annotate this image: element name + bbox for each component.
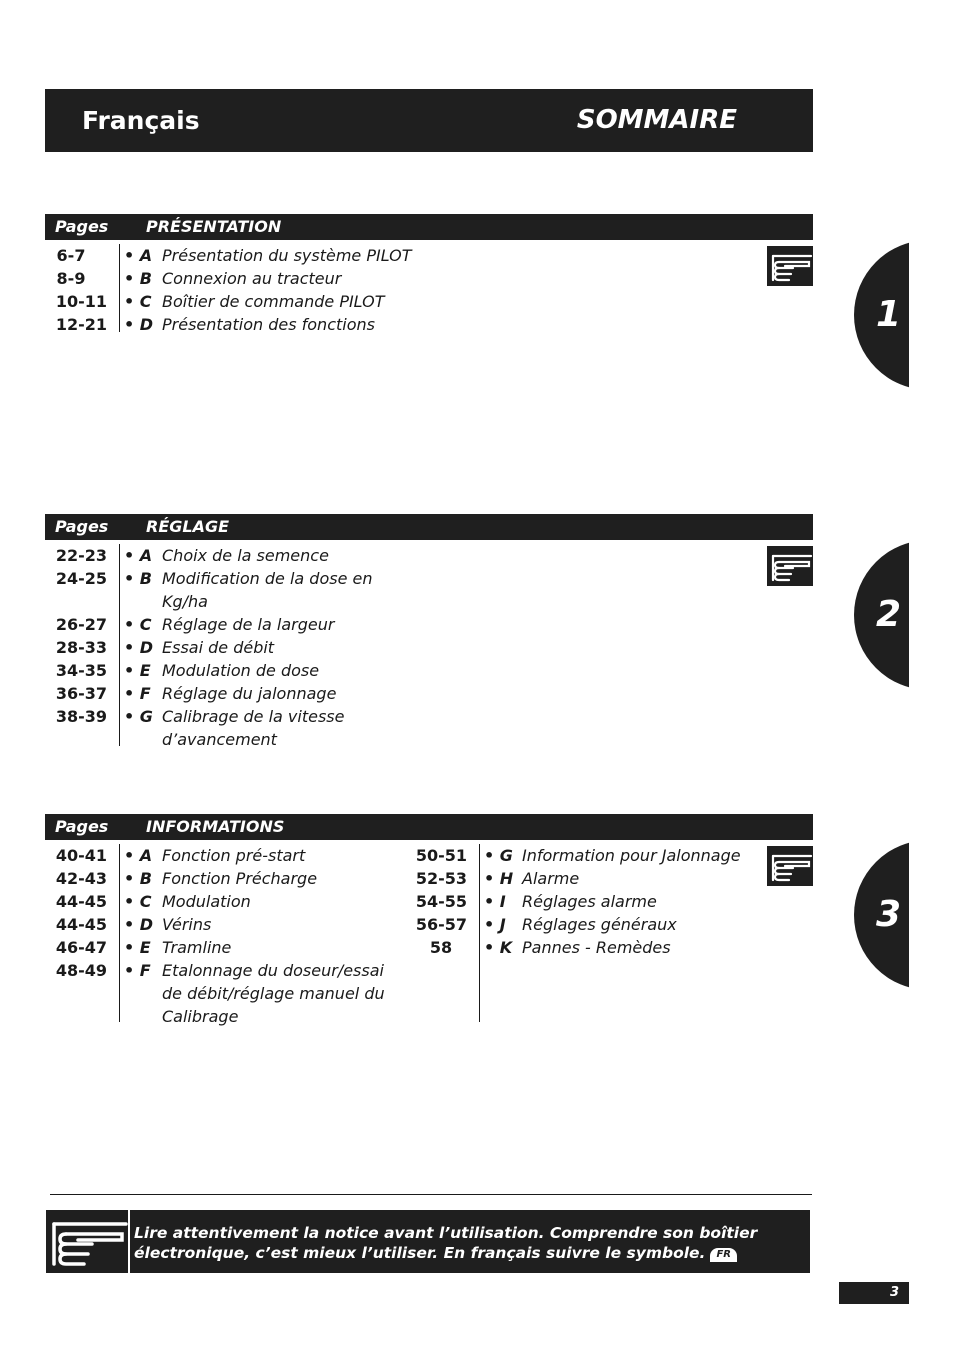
entry-letter: • G	[124, 707, 153, 726]
entry-title: Modulation de dose	[162, 661, 320, 680]
entry-letter: • K	[484, 938, 513, 957]
entry-pages: 12-21	[55, 315, 107, 334]
entry-pages: 10-11	[55, 292, 107, 311]
entry-letter: • I	[484, 892, 506, 911]
entry-title: Présentation du système PILOT	[162, 246, 412, 265]
entry-pages: 34-35	[55, 661, 107, 680]
entry-title: Choix de la semence	[162, 546, 329, 565]
footer-line-2-text: électronique, c’est mieux l’utiliser. En français suivre le symbole.	[134, 1244, 706, 1262]
pointing-hand-icon	[46, 1210, 128, 1273]
section-title: RÉGLAGE	[146, 517, 230, 536]
entry-pages: 46-47	[55, 938, 107, 957]
entry-letter: • A	[124, 246, 153, 265]
entry-title: Réglage de la largeur	[162, 615, 335, 634]
language-label: Français	[82, 106, 200, 135]
fr-badge-icon: FR	[710, 1248, 737, 1262]
entry-pages: 54-55	[415, 892, 467, 911]
entry-letter: • C	[124, 615, 152, 634]
entry-pages: 6-7	[56, 246, 86, 265]
entry-letter: • B	[124, 569, 152, 588]
entry-title: Fonction Précharge	[162, 869, 318, 888]
entry-letter: • F	[124, 961, 151, 980]
entry-title: Présentation des fonctions	[162, 315, 375, 334]
entry-letter: • A	[124, 546, 153, 565]
entry-letter: • D	[124, 638, 154, 657]
entry-pages: 24-25	[55, 569, 107, 588]
chapter-tab-number: 1	[876, 294, 902, 335]
pages-label: Pages	[55, 517, 109, 536]
pages-label: Pages	[55, 217, 109, 236]
section-title: INFORMATIONS	[146, 817, 285, 836]
footer-line-2	[134, 1243, 737, 1263]
page-number-text: 3	[889, 1285, 899, 1300]
entry-pages: 8-9	[56, 269, 86, 288]
entry-title: Etalonnage du doseur/essai de débit/réglage manuel du Calibrage	[162, 961, 385, 1026]
page-number	[839, 1282, 909, 1304]
entry-pages: 56-57	[415, 915, 467, 934]
entry-pages: 48-49	[55, 961, 107, 980]
entry-pages: 26-27	[55, 615, 107, 634]
entry-pages: 38-39	[55, 707, 107, 726]
entry-letter: • B	[124, 269, 152, 288]
entry-pages: 44-45	[55, 915, 107, 934]
entry-title: Calibrage de la vitesse d’avancement	[162, 707, 345, 749]
entry-pages: 44-45	[55, 892, 107, 911]
entry-title: Réglages généraux	[522, 915, 677, 934]
entry-title: Boîtier de commande PILOT	[162, 292, 385, 311]
entry-pages: 28-33	[55, 638, 107, 657]
entry-letter: • F	[124, 684, 151, 703]
section-title: PRÉSENTATION	[146, 217, 282, 236]
entry-title: Connexion au tracteur	[162, 269, 342, 288]
entry-title: Modulation	[162, 892, 251, 911]
entry-letter: • C	[124, 292, 152, 311]
entry-pages: 40-41	[55, 846, 107, 865]
footer-line-1: Lire attentivement la notice avant l’utilisation. Comprendre son boîtier	[134, 1224, 758, 1242]
entry-pages: 42-43	[55, 869, 107, 888]
entry-pages: 36-37	[55, 684, 107, 703]
entry-letter: • B	[124, 869, 152, 888]
chapter-tab-number: 2	[876, 594, 902, 635]
pages-label: Pages	[55, 817, 109, 836]
entry-letter: • G	[484, 846, 513, 865]
entry-pages: 50-51	[415, 846, 467, 865]
entry-letter: • H	[484, 869, 514, 888]
chapter-tab-number: 3	[876, 894, 902, 935]
entry-letter: • C	[124, 892, 152, 911]
entry-title: Alarme	[522, 869, 580, 888]
entry-title: Essai de débit	[162, 638, 275, 657]
entry-letter: • D	[124, 315, 154, 334]
entry-pages: 52-53	[415, 869, 467, 888]
entry-title: Réglage du jalonnage	[162, 684, 337, 703]
entry-letter: • D	[124, 915, 154, 934]
page-title: SOMMAIRE	[576, 105, 737, 135]
entry-title: Pannes - Remèdes	[522, 938, 671, 957]
footer-divider	[50, 1194, 812, 1195]
entry-pages: 22-23	[55, 546, 107, 565]
entry-letter: • E	[124, 661, 151, 680]
footer-notice	[130, 1210, 810, 1273]
entry-letter: • E	[124, 938, 151, 957]
entry-title: Modification de la dose en Kg/ha	[162, 569, 373, 611]
entry-title: Fonction pré-start	[162, 846, 306, 865]
entry-letter: • J	[484, 915, 506, 934]
entry-title: Information pour Jalonnage	[522, 846, 741, 865]
entry-title: Tramline	[162, 938, 232, 957]
entry-letter: • A	[124, 846, 153, 865]
entry-pages: 58	[429, 938, 453, 957]
entry-title: Vérins	[162, 915, 212, 934]
entry-title: Réglages alarme	[522, 892, 657, 911]
